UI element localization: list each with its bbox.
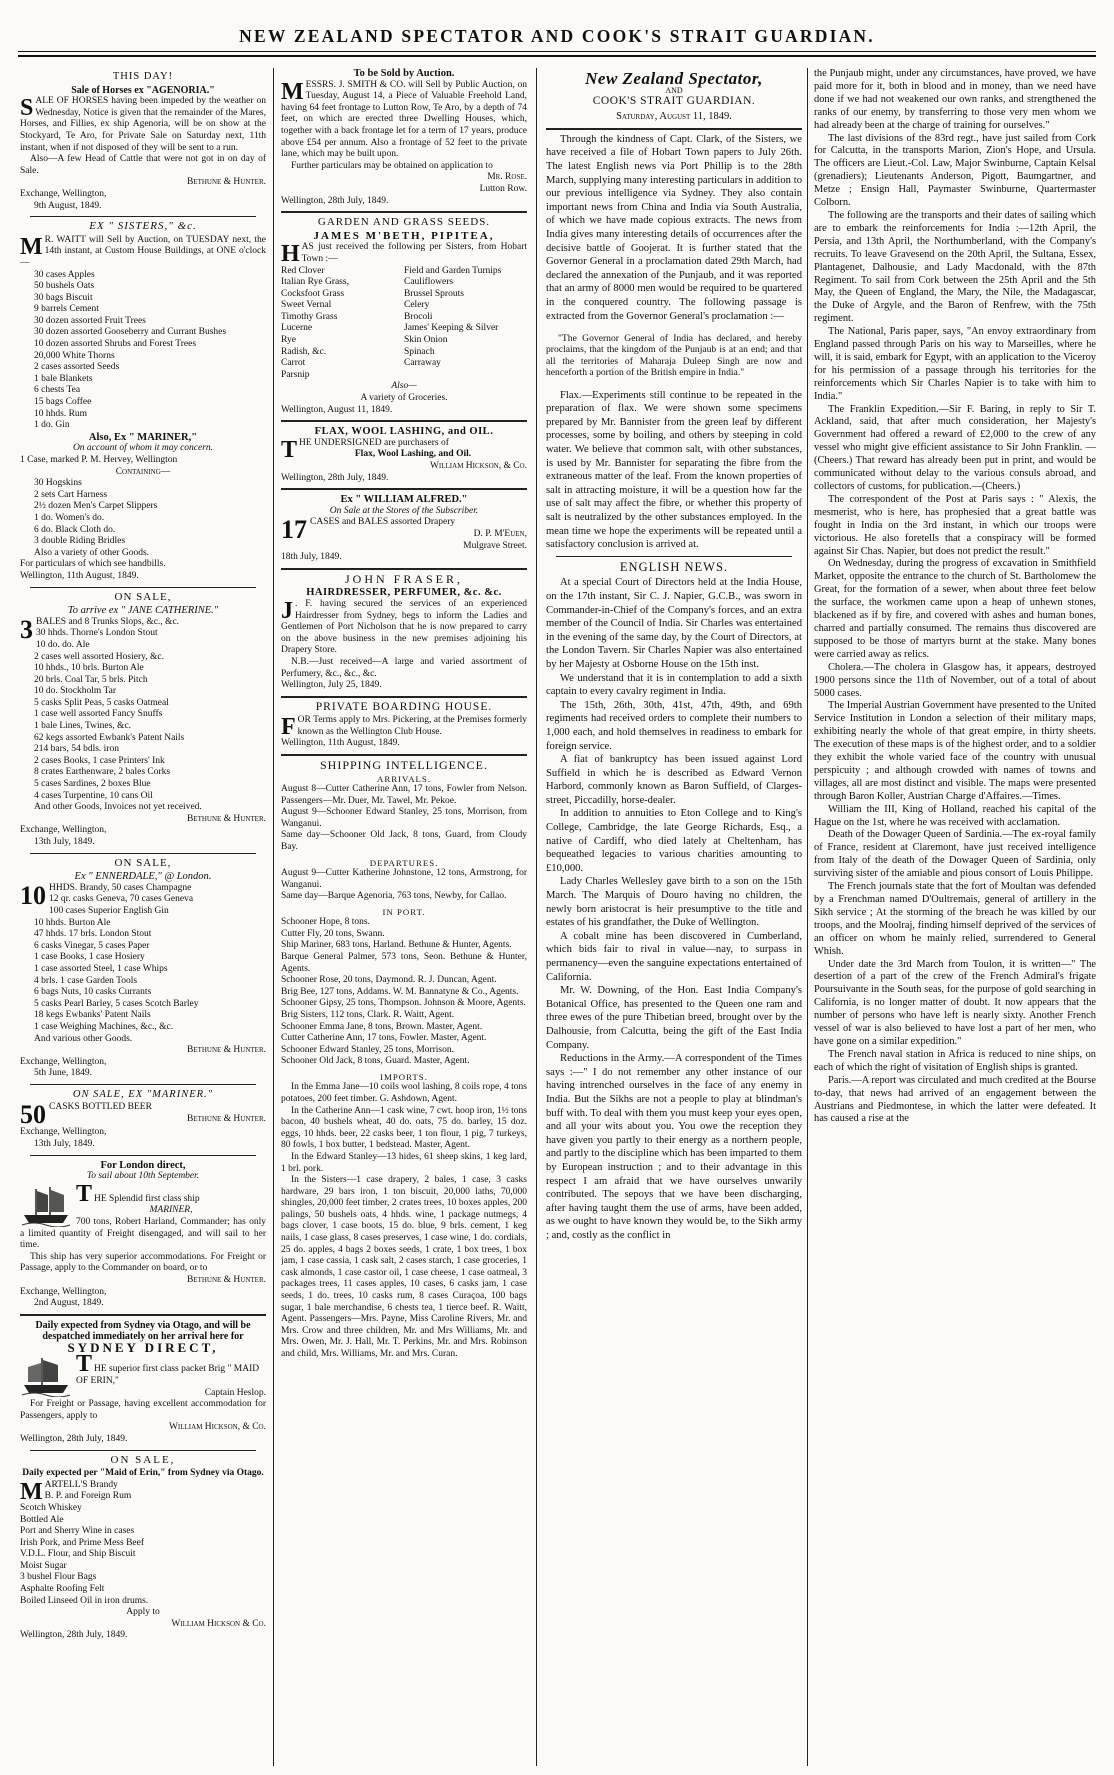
masthead-rule	[18, 51, 1096, 52]
advert-head: JOHN FRASER,	[344, 571, 464, 586]
list-item: 10 hhds. Burton Ale	[34, 917, 111, 928]
list-item: Scotch Whiskey	[20, 1502, 82, 1513]
advert-body: HE Splendid first class ship	[94, 1193, 200, 1204]
list-item: Lucerne	[281, 323, 313, 334]
list-item: Boiled Linseed Oil in iron drums.	[20, 1595, 149, 1606]
list-item: 1 do. Gin	[34, 420, 70, 431]
drop-cap: J	[281, 597, 293, 624]
advert-head: ON SALE, EX "MARINER."	[72, 1088, 214, 1100]
advert-body: AS just received the following per Sisters, from Hobart Town :—	[301, 242, 527, 264]
paper-title: New Zealand Spectator,	[585, 69, 763, 88]
advert-line: HHDS. Brandy, 50 cases Champagne	[49, 882, 192, 893]
news-paragraph: Under date the 3rd March from Toulon, it is written—" The desertion of a part of the crew of the French Admiral's frigate Poursuivante in the South seas, for the purpose of gold searching in California, is no longer matter of doubt. It now appears that the number of persons who have left is nearly sixty. Another French vessel of war is also believed to have lost a part of her men, who have gone on a similar expedition."	[814, 958, 1096, 1047]
list-item: 2 cases well assorted Hosiery, &c.	[34, 651, 164, 662]
advert-mariner	[20, 1160, 266, 1310]
advert-date: Wellington, 11th August, 1849.	[281, 738, 400, 749]
list-item: Skin Onion	[404, 335, 448, 346]
advert-william-alfred	[281, 494, 527, 564]
shipping-entry: Same day—Schooner Old Jack, 8 tons, Guard, from Cloudy Bay.	[281, 830, 527, 853]
advert-auction	[281, 68, 527, 207]
dateline: Saturday, August 11, 1849.	[616, 111, 732, 123]
list-item: 100 cases Superior English Gin	[49, 905, 169, 916]
news-paragraph: The correspondent of the Post at Paris says : " Alexis, the mesmerist, who is here, has prophesied that a great battle was fought in India on the 3rd instant, in which our troops were victorious. He also foretells that a conspiracy will be formed against Sir Chas. Napier, but does not predict the result."	[814, 493, 1096, 557]
list-item: Irish Pork, and Prime Mess Beef	[20, 1537, 145, 1548]
advert-signature: Bethune & Hunter.	[186, 1114, 266, 1125]
drop-number: 50	[20, 1100, 46, 1130]
advert-fraser	[281, 571, 527, 692]
section-head: SHIPPING INTELLIGENCE.	[320, 758, 488, 773]
advert-place: Exchange, Wellington,	[20, 1286, 107, 1297]
shipping-entry: Ship Mariner, 683 tons, Harland. Bethune & Hunter, Agents.	[281, 940, 512, 951]
paper-subtitle: COOK'S STRAIT GUARDIAN.	[592, 94, 756, 107]
divider	[556, 556, 792, 557]
advert-date: Wellington, 28th July, 1849.	[20, 1433, 128, 1444]
list-item: 6 do. Black Cloth do.	[34, 524, 116, 535]
advert-line: BALES and 8 Trunks Slops, &c., &c.	[36, 616, 180, 627]
advert-place: Mulgrave Street.	[463, 540, 527, 551]
shipping-entry: Schooner Edward Stanley, 25 tons, Morrison.	[281, 1044, 454, 1055]
news-paragraph: The following are the transports and their dates of sailing which are to embark the reinforcements for India :—12th April, the Persia, and 13th April, the Northumberland, with the Company's recruits. To leave Gravesend on the 20th April, the Sultana, Essex, Plantagenet, Dalhousie, and Lady Macdonald, with the 87th Regiment. To sail from Cork between the 25th April and the 5th May, the Queen of England, the Mary, the Nile, the Madagascar, the Duke of Argyle, and the Baron of Renfrew, with the 75th regiment.	[814, 209, 1096, 325]
advert-line: Containing—	[115, 466, 171, 477]
list-item: 1 case well assorted Fancy Snuffs	[34, 709, 163, 720]
paper-title-and: AND	[665, 85, 683, 95]
advert-line: 1 Case, marked P. M. Hervey, Wellington	[20, 455, 178, 465]
shipping-entry: Barque General Palmer, 573 tons, Seon. Bethune & Hunter, Agents.	[281, 952, 527, 974]
news-paragraph: Lady Charles Wellesley gave birth to a son on the 15th March. The Marquis of Douro having no children, the newly born aristocrat is heir presumptive to the title and estates of his grandfather, the Duke of Wellington.	[546, 876, 802, 929]
advert-signature: D. P. M'Euen,	[473, 528, 527, 539]
news-paragraph: A cobalt mine has been discovered in Cumberland, which bids fair to rival in value—nay, to surpass in permanency—even the sanguine expectations entertained of California.	[546, 930, 802, 983]
advert-body: HE superior first class packet Brig " MAID OF ERIN,"	[76, 1364, 260, 1386]
advert-subline: On Sale at the Stores of the Subscriber.	[329, 505, 479, 516]
list-item: 3 bushel Flour Bags	[20, 1572, 97, 1583]
list-item: 1 case Weighing Machines, &c., &c.	[34, 1021, 174, 1032]
news-paragraph: The 15th, 26th, 30th, 41st, 47th, 49th, and 69th regiments had received orders to complete their numbers to 1,000 each, and hold themselves in readiness to embark for foreign service.	[546, 699, 802, 752]
news-paragraph: Paris.—A report was circulated and much credited at the Bourse to-day, that news had arrived of an engagement between the Austrians and Piedmontese, in which the latter were defeated. It has caused a rise at the	[814, 1074, 1096, 1125]
shipping-entry: In the Emma Jane—10 coils wool lashing, 8 coils rope, 4 tons potatoes, 200 feet timber. G. Ashdown, Agent.	[281, 1082, 527, 1104]
goods-list	[20, 270, 266, 432]
advert-flax	[281, 426, 527, 484]
list-item: Cauliflowers	[404, 277, 454, 288]
advert-boarding	[281, 702, 527, 750]
list-item: Asphalte Roofing Felt	[20, 1584, 105, 1595]
drop-number: 10	[20, 880, 46, 910]
list-item: Bottled Ale	[20, 1514, 64, 1525]
divider	[30, 1450, 256, 1451]
list-item: Italian Rye Grass,	[281, 277, 349, 288]
shipping-intelligence	[281, 760, 527, 1361]
advert-head: EX " SISTERS," &c.	[89, 220, 197, 233]
ship-name: MARINER,	[149, 1205, 193, 1216]
list-item: Field and Garden Turnips	[404, 265, 502, 276]
divider	[281, 488, 527, 490]
advert-signature: William Hickson, & Co.	[168, 1422, 266, 1433]
list-item: Moist Sugar	[20, 1560, 67, 1571]
list-item: ARTELL'S Brandy	[44, 1479, 118, 1490]
list-item: Red Clover	[281, 265, 325, 276]
news-paragraph: Reductions in the Army.—A correspondent of the Times says :—" I do not remember any other instance of our having intrenched ourselves in the face of any enemy in India. But the Sikhs are not a people to play at blindman's buff with. To deal with them you must keep your eyes open, and all your wits about you. You owe the reception they have given you partly to their energy as a northern people, and partly to the discipline which has been imparted to them by European instruction ; and to their advantage in this respect I am afraid that we have ourselves unwarily contributed. The sepoys that we have been discharging, after having taught them the use of arms, have been added, as we ought to have known they would be, to the Sikh army ; and, costly as the conflict in	[546, 1053, 802, 1241]
list-item: 4 brls. 1 case Garden Tools	[34, 975, 138, 986]
news-paragraph: The French naval station in Africa is reduced to nine ships, on each of which the right of visitation of English ships is granted.	[814, 1048, 1096, 1073]
list-item: 2 cases assorted Seeds	[34, 362, 120, 373]
advert-head: ON SALE,	[114, 590, 172, 603]
advert-line: CASKS BOTTLED BEER	[49, 1102, 152, 1113]
advert-date: 5th June, 1849.	[34, 1068, 93, 1079]
shipping-entry: Schooner Old Jack, 8 tons, Guard. Master, Agent.	[281, 1056, 470, 1067]
news-paragraph: William the III, King of Holland, reached his capital of the Hague on the 1st, where he was received with acclamation.	[814, 803, 1096, 828]
list-item: Carrot	[281, 358, 306, 369]
news-paragraph: Mr. W. Downing, of the Hon. East India Company's Botanical Office, has presented to the Queen one ram and three ewes of the pure Thibetian breed, brought over by the Dalhousie, from Calcutta, being the gift of the East India Company.	[546, 985, 802, 1051]
advert-bottled-beer	[20, 1089, 266, 1151]
goods-list	[20, 628, 266, 814]
list-item: 4 cases Turpentine, 10 cans Oil	[34, 790, 153, 801]
advert-head: Daily expected from Sydney via Otago, and will be despatched immediately on her arrival here for	[35, 1319, 251, 1342]
drop-cap: M	[281, 78, 304, 105]
advert-date: Wellington, 11th August, 1849.	[20, 570, 139, 581]
goods-list	[20, 894, 266, 1045]
list-item: 12 qr. casks Geneva, 70 cases Geneva	[49, 894, 194, 905]
list-item: Sweet Vernal	[281, 300, 332, 311]
divider	[281, 420, 527, 422]
masthead-rule-thick	[18, 55, 1096, 57]
goods-list	[20, 478, 266, 559]
column-divider	[807, 68, 808, 1766]
advert-date: Wellington, July 25, 1849.	[281, 680, 382, 691]
list-item: 30 dozen assorted Gooseberry and Currant Bushes	[34, 327, 227, 338]
advert-date: 13th July, 1849.	[34, 837, 95, 847]
advert-body: . F. having secured the services of an experienced Hairdresser from Sydney, begs to inform the Ladies and Gentlemen of Port Nicholson that he is now prepared to carry on the above business in the new premises adjoining his Drapery Store.	[281, 598, 527, 656]
news-paragraph: The Imperial Austrian Government have presented to the United Service Institution in London a selection of their military maps, exhibiting nearly the whole of that great empire, in thirty sheets. The execution of these maps is of the highest order, and to a soldier they exhibit the whole varied face of the country with unusual perspicuity ; and although crowded with names of towns and villages, all are most distinct and visible. The maps were presented through Baron Koller, Austrian Charge d'Affaires.—Times.	[814, 700, 1096, 802]
advert-signature: Mr. Rose.	[487, 172, 527, 183]
drop-cap: T	[281, 436, 298, 463]
column-divider	[273, 68, 274, 1766]
masthead: NEW ZEALAND SPECTATOR AND COOK'S STRAIT GUARDIAN.	[239, 26, 875, 46]
divider	[281, 568, 527, 570]
seed-table	[281, 266, 527, 382]
column-4	[814, 68, 1096, 1766]
drop-number: 17	[281, 515, 307, 545]
advert-line: CASES and BALES assorted Drapery	[310, 517, 456, 528]
news-paragraph: A fiat of bankruptcy has been issued against Lord Suffield in which he is described as Edward Vernon Harbord, commonly known as Baron Suffield, of Clarges-street, Piccadilly, horse-dealer.	[546, 754, 802, 806]
list-item: 5 casks Split Peas, 5 casks Oatmeal	[34, 697, 169, 708]
list-item: Cocksfoot Grass	[281, 288, 345, 299]
list-item: 6 casks Vinegar, 5 cases Paper	[34, 940, 150, 951]
advert-line: Apply to	[126, 1607, 160, 1618]
advert-head: ON SALE,	[114, 856, 172, 869]
list-item: 20 brls. Coal Tar, 5 brls. Pitch	[34, 674, 148, 685]
list-item: Timothy Grass	[281, 311, 338, 322]
column-2	[281, 68, 527, 1766]
shipping-entry: August 9—Cutter Katherine Johnstone, 12 tons, Armstrong, for Wanganui.	[281, 868, 527, 890]
shipping-entry: Schooner Gipsy, 25 tons, Thompson. Johnson & Moore, Agents.	[281, 998, 526, 1009]
divider	[30, 1084, 256, 1085]
advert-body: For Freight or Passage, having excellent accommodation for Passengers, apply to	[20, 1399, 266, 1421]
advert-date: 13th July, 1849.	[34, 1139, 95, 1150]
list-item: 2½ dozen Men's Carpet Slippers	[34, 501, 158, 512]
advert-body: R. WAITT will Sell by Auction, on TUESDAY next, the 14th instant, at Custom House Buildings, at ONE o'clock—	[20, 234, 266, 268]
divider	[20, 1314, 266, 1316]
advert-date: 2nd August, 1849.	[34, 1298, 104, 1309]
list-item: 1 case Books, 1 case Hosiery	[34, 952, 145, 963]
shipping-entry: Cutter Catherine Ann, 17 tons, Fowler. Master, Agent.	[281, 1033, 487, 1044]
ship-icon	[20, 1355, 72, 1397]
list-item: 10 do. Stockholm Tar	[34, 686, 117, 697]
list-item: Parsnip	[281, 369, 310, 380]
advert-date: Wellington, 28th July, 1849.	[281, 472, 389, 483]
advert-seeds	[281, 217, 527, 416]
advert-place: Exchange, Wellington,	[20, 188, 107, 199]
drop-number: 3	[20, 614, 33, 644]
list-item: 15 bags Coffee	[34, 397, 92, 408]
divider	[281, 211, 527, 213]
list-item: Spinach	[404, 346, 435, 357]
news-paragraph: At a special Court of Directors held at the India House, on the 17th instant, Sir C. J. Napier, G.C.B., was sworn in Commander-in-Chief of the Company's forces, and an extra member of the Council of India. Sir Charles was entertained in the evening of the same day, by the Court of Directors, at the London Tavern. Sir Charles Napier was also entertained by her Majesty at Osborne House on the 15th inst.	[546, 577, 802, 670]
advert-head: To be Sold by Auction.	[353, 68, 455, 79]
list-item: 1 bale Blankets	[34, 373, 93, 384]
advert-sisters	[20, 221, 266, 582]
news-paragraph: Cholera.—The cholera in Glasgow has, it appears, destroyed 1900 persons since the 11th of November, out of a total of about 5000 cases.	[814, 661, 1096, 699]
advert-head: FLAX, WOOL LASHING, and OIL.	[314, 426, 494, 438]
list-item: 10 hhds., 10 brls. Burton Ale	[34, 663, 144, 674]
list-item: 10 do. do. Ale	[36, 639, 90, 650]
news-paragraph: The Franklin Expedition.—Sir F. Baring, in reply to Sir T. Ackland, said, that after much consideration, her Majesty's Government had offered a reward of £2,000 to the crew of any vessel who might give efficient assistance to Sir John Franklin. —(Cheers.) That reward has already been put in print, and would be communicated without delay to the various consuls abroad, and collectors of customs, for publication.—(Cheers.)	[814, 403, 1096, 492]
list-item: 1 bale Lines, Twines, &c.	[34, 721, 132, 732]
list-item: James' Keeping & Silver	[404, 323, 499, 334]
column-1	[20, 68, 266, 1766]
shipping-entry: In the Sisters—1 case drapery, 2 bales, 1 case, 3 casks hardware, 29 bars iron, 1 ton biscuit, 20,000 laths, 70,000 shingles, 20,000 feet timber, 2 crates trees, 10 boxes apples, 200 palings, 50 bushels oats, 4 hhds. wine, 1 package nutmegs, 4 bags clover, 1 case boots, 15 do. blue, 9 brls. cement, 1 keg nails, 1 case glass, 8 cases preserves, 1 case wine, 1 do. cordials, 25 do. apples, 4 bags 2 boxes seeds, 1 crate, 1 box trees, 1 box jam, 1 case cassia, 1 cask salt, 2 cases starch, 1 case groceries, 1 cask almonds, 1 case castor oil, 1 case cheese, 1 case oatmeal, 3 packages trees, 11 cases apples, 10 cases, 6 casks jam, 1 case seeds, 1 do. trees, 10 casks rum, 8 cases Curaçoa, 100 bags sugar, 1 bale merchandise, 6 chests tea, 1 tierce beef. R. Waitt, Agent. Passengers—Mrs. Payne, Miss Caroline Rivers, Mr. and Mrs. Crow and three children, Mr. and Mrs Williams, Mr. and Mrs. Owen, Mr. J. Hall, Mr. T. Perkins, Mr. and Mrs. Robinson and child, Mrs. Williams, Mr. and Mrs. Curan.	[281, 1175, 527, 1359]
advert-line: Also—	[391, 381, 417, 392]
list-item: B. P. and Foreign Rum	[44, 1491, 132, 1502]
advert-body: OR Terms apply to Mrs. Pickering, at the Premises formerly known as the Wellington Club House.	[297, 715, 527, 737]
advert-body: ESSRS. J. SMITH & CO. will Sell by Public Auction, on Tuesday, August 14, a Piece of Valuable Freehold Land, having 64 feet frontage to Lutton Row, Te Aro, by a depth of 74 feet, on which are erected three Dwelling Houses, which, together with a back frontage let for a term of 17 years, produce above £54 per annum. Also a frontage of 52 feet to the private lane, which may be built upon.	[281, 79, 527, 160]
list-item: 50 bushels Oats	[34, 281, 95, 292]
advert-horses	[20, 71, 266, 212]
shipping-entry: Cutter Fly, 20 tons, Swann.	[281, 928, 385, 939]
list-item: Brussel Sprouts	[404, 288, 464, 299]
list-item: Radish, &c.	[281, 346, 327, 357]
list-item: 47 hhds. 17 brls. London Stout	[34, 929, 152, 940]
advert-body: This ship has very superior accommodations. For Freight or Passage, apply to the Commander on board, or to	[20, 1251, 266, 1274]
drop-cap: S	[20, 95, 34, 122]
advert-title: Sale of Horses ex "AGENORIA."	[71, 84, 215, 96]
advert-head: GARDEN AND GRASS SEEDS.	[317, 216, 491, 229]
divider	[30, 216, 256, 217]
advert-sydney-direct	[20, 1320, 266, 1446]
advert-jane-catherine	[20, 592, 266, 849]
advert-line: A variety of Groceries.	[360, 393, 448, 404]
advert-date: 18th July, 1849.	[281, 552, 342, 563]
news-paragraph: On Wednesday, during the progress of excavation in Smithfield Market, opposite the entrance to the church of St. Bartholomew the Great, for the formation of a sewer, when about three feet below the surface, the workmen came upon a heap of unhewn stones, blackened as if by fire, and covered with ashes and human bones, charred and partially consumed. The remains thus discovered are supposed to be those of martyrs burnt at the stake. Many bones were carried away as relics.	[814, 558, 1096, 660]
news-paragraph: The last divisions of the 83rd regt., have just sailed from Cork for Calcutta, in the transports Marion, Zion's Hope, and Ursula. The officers are Lieut.-Col. Law, Major Swinburne, Captain Kelsal (grenadiers); Lieutenants Anderson, Pigott, Baumgartner, and Metze ; Ensign Hall, Paymaster Swinburne, Quartermaster Colborn.	[814, 132, 1096, 209]
advert-line: Flax, Wool Lashing, and Oil.	[354, 449, 472, 460]
shipping-entry: Schooner Emma Jane, 8 tons, Brown. Master, Agent.	[281, 1021, 483, 1032]
advert-title: JAMES M'BETH, PIPITEA,	[313, 229, 495, 242]
list-item: Also a variety of other Goods.	[34, 547, 150, 558]
list-item: 5 cases Sardines, 2 boxes Blue	[34, 779, 151, 790]
divider	[30, 853, 256, 854]
column-3	[546, 68, 802, 1766]
list-item: Brocoli	[404, 311, 433, 322]
drop-cap: M	[20, 233, 43, 260]
subsection-head: ARRIVALS.	[376, 773, 432, 784]
shipping-entry: August 8—Cutter Catherine Ann, 17 tons, Fowler from Nelson. Passengers—Mr. Duer, Mr. Tawel, Mr. Pekoe.	[281, 784, 527, 806]
advert-subline: On account of whom it may concern.	[72, 443, 214, 454]
shipping-entry: Brig Bee, 127 tons, Addams. W. M. Bannatyne & Co., Agents.	[281, 986, 519, 997]
list-item: 1 case assorted Steel, 1 case Whips	[34, 963, 168, 974]
column-divider	[536, 68, 537, 1766]
news-paragraph: The National, Paris paper, says, "An envoy extraordinary from England passed through Paris on his way to Marseilles, where he will, it is said, embark for Egypt, with an application to the Viceroy for his permission of a passage through his territories for the reinforcements which Sir Charles Napier is to take with him to India."	[814, 326, 1096, 402]
advert-place: Exchange, Wellington,	[20, 825, 107, 836]
list-item: 10 dozen assorted Shrubs and Forest Trees	[34, 339, 197, 350]
drop-cap: T	[76, 1180, 93, 1207]
advert-subline: To sail about 10th September.	[86, 1171, 200, 1182]
captain: Captain Heslop.	[204, 1387, 266, 1398]
news-paragraph: Death of the Dowager Queen of Sardinia.—The ex-royal family of France, resident at Claremont, have just received intelligence from Italy of the death of the Dowager Queen of Sardinia, only surviving sister of the amiable and pious consort of Louis Philippe.	[814, 829, 1096, 880]
advert-subhead: Also, Ex " MARINER,"	[88, 431, 198, 443]
shipping-entry: Brig Sisters, 112 tons, Clark. R. Waitt, Agent.	[281, 1009, 455, 1020]
list-item: Port and Sherry Wine in cases	[20, 1526, 135, 1537]
flax-paragraph: Flax.—Experiments still continue to be repeated in the preparation of flax. We were shown some specimens prepared by Mr. Bannister from the green leaf by different processes, some by boiling, and others by steeping in cold water. We believe that common salt, with other substances, is used by Mr. Bannister for separating the fibre from the extraneous matter of the leaf. From the known properties of salt in attracting moisture, it will be a question how far the use of salt may affect the fibre, or whether this property of salt is neutralized by the other substances employed. In the mean time we hope the experiments will be repeated until a satisfactory conclusion is arrived at.	[546, 389, 802, 551]
advert-date: 9th August, 1849.	[34, 200, 102, 211]
list-item: Rye	[281, 335, 296, 346]
advert-title: SYDNEY DIRECT,	[67, 1339, 219, 1355]
advert-signature: Bethune & Hunter.	[186, 813, 266, 824]
news-paragraph: the Punjaub might, under any circumstances, have proved, we have paid more for it, both in blood and in money, than we need have done if we had not weakened our own ranks, and strengthened the ranks of our enemy, by transferring to those very men whom we had already been at the charge of training for ourselves."	[814, 68, 1096, 131]
advert-head: ON SALE,	[110, 1453, 176, 1466]
list-item: Celery	[404, 300, 430, 311]
subsection-head: IMPORTS.	[380, 1071, 428, 1082]
list-item: And various other Goods.	[34, 1033, 133, 1044]
list-item: 2 sets Cart Harness	[34, 489, 108, 500]
list-item: 6 bags Nuts, 10 casks Currants	[34, 987, 152, 998]
list-item: 18 kegs Ewbanks' Patent Nails	[34, 1010, 151, 1021]
list-item: 5 casks Pearl Barley, 5 cases Scotch Barley	[34, 998, 199, 1009]
drop-cap: T	[76, 1351, 93, 1378]
advert-subline: Ex " ENNERDALE," @ London.	[74, 871, 212, 883]
advert-signature: Bethune & Hunter.	[186, 1275, 266, 1285]
advert-ennerdale	[20, 858, 266, 1080]
advert-signature: William Hickson & Co.	[171, 1618, 266, 1629]
subsection-head: IN PORT.	[382, 906, 426, 917]
advert-body: 700 tons, Robert Harland, Commander; has only a limited quantity of Freight disengaged, and will sail to her time.	[20, 1217, 266, 1251]
drop-cap: M	[20, 1478, 43, 1505]
subsection-head: DEPARTURES.	[369, 857, 439, 868]
advert-date: Wellington, August 11, 1849.	[281, 404, 393, 415]
list-item: And other Goods, Invoices not yet received.	[34, 802, 202, 813]
advert-signature: William Hickson, & Co.	[429, 461, 527, 471]
news-paragraph: In addition to annuities to Eton College and to King's College, Cambridge, the late George Richards, Esq., a native of Cardiff, who died lately at Cheltenham, has bequeathed legacies to various charities amounting to £10,000.	[546, 808, 802, 874]
advert-body: N.B.—Just received—A large and varied assortment of Perfumery, &c., &c., &c.	[281, 656, 527, 679]
shipping-entry: Schooner Hope, 8 tons.	[281, 917, 370, 928]
editorial-paragraph: Through the kindness of Capt. Clark, of the Sisters, we have received a file of Hobart Town papers to July 26th. The latest English news via Port Phillip is to the 28th March, supplying many interesting particulars in addition to our previous intelligence via Sydney. They also contain important news from China and India via South Australia, of which we have made copious extracts. The news from India gives many interesting details of occurrences after the decisive battle of Goojerat. It is further stated that the Governor General in a proclamation dated 29th March, had declared the annexation of the Punjaub, and it was reported that an army of 8000 men would be required to be quartered in the conquered country. The following passage is extracted from the Governor General's proclamation :—	[546, 133, 802, 322]
proclamation-quote: "The Governor General of India has declared, and hereby proclaims, that the kingdom of the Punjaub is at an end; and that all the territories of Maharaja Duleep Singh are now and henceforth a portion of the British empire in India."	[546, 332, 802, 379]
advert-subline: Daily expected per "Maid of Erin," from Sydney via Otago.	[22, 1468, 264, 1479]
shipping-entry: Schooner Rose, 20 tons, Daymond. R. J. Duncan, Agent.	[281, 975, 497, 986]
advert-subline: To arrive ex " JANE CATHERINE."	[67, 605, 219, 617]
divider	[30, 1155, 256, 1156]
list-item: 8 crates Earthenware, 2 bales Corks	[34, 767, 171, 778]
advert-head: For London direct,	[100, 1159, 186, 1171]
news-paragraph: The French journals state that the fort of Moultan was defended by a Frenchman named D'Oultremais, general of artillery in the Sikh service ; At the storming of the breach he was killed by our troops, and the Moolraj, finding himself deprived of the services of an officer on whom he mainly relied, surrendered to General Whish.	[814, 881, 1096, 957]
list-item: 1 do. Women's do.	[34, 512, 105, 523]
advert-place: Exchange, Wellington,	[20, 1127, 107, 1138]
list-item: Carraway	[404, 358, 441, 369]
advert-head: PRIVATE BOARDING HOUSE.	[315, 700, 493, 713]
advert-signature: Bethune & Hunter.	[186, 1045, 266, 1056]
shipping-entry: In the Edward Stanley—13 hides, 61 sheep skins, 1 keg lard, 1 brl. pork.	[281, 1151, 527, 1174]
advert-place: Lutton Row.	[479, 183, 527, 194]
advert-body: HE UNDERSIGNED are purchasers of	[299, 437, 449, 448]
shipping-entry: In the Catherine Ann—1 cask wine, 7 cwt. hoop iron, 1½ tons bacon, 40 bushels wheat, 40 do. oats, 75 do. barley, 15 doz. eggs, 10 hhds. beer, 22 casks beer, 1 ton flour, 1 pig, 7 turkeys, 80 fowls, 1 box butter, 1 bedstead. Master, Agent.	[281, 1105, 527, 1151]
divider	[281, 696, 527, 698]
list-item: 62 kegs assorted Ewbank's Patent Nails	[34, 732, 185, 743]
advert-signature: Bethune & Hunter.	[186, 177, 266, 188]
shipping-entry: August 9—Schooner Edward Stanley, 25 tons, Morrison, from Wanganui.	[281, 807, 527, 829]
advert-title: HAIRDRESSER, PERFUMER, &c. &c.	[306, 587, 502, 599]
advert-head: Ex " WILLIAM ALFRED."	[340, 494, 468, 506]
divider	[30, 587, 256, 588]
list-item: 3 double Riding Bridles	[34, 536, 126, 547]
news-paragraph: We understand that it is in contemplation to add a sixth captain to every cavalry regiment in India.	[546, 672, 802, 698]
advert-place: Exchange, Wellington,	[20, 1056, 107, 1067]
list-item: 6 chests Tea	[34, 385, 81, 396]
list-item: 9 barrels Cement	[34, 304, 99, 315]
list-item: V.D.L. Flour, and Ship Biscuit	[20, 1549, 136, 1560]
shipping-entry: Same day—Barque Agenoria, 763 tons, Newby, for Callao.	[281, 891, 507, 902]
list-item: 30 hhds. Thorne's London Stout	[36, 628, 158, 639]
section-head: ENGLISH NEWS.	[619, 559, 729, 574]
advert-head: THIS DAY!	[112, 71, 174, 82]
list-item: 10 hhds. Rum	[34, 408, 88, 419]
list-item: 30 bags Biscuit	[34, 292, 93, 303]
divider	[281, 754, 527, 756]
advert-line: For particulars of which see handbills.	[20, 559, 166, 570]
drop-cap: H	[281, 241, 300, 268]
advert-also: Also—A few Head of Cattle that were not got in on day of Sale.	[20, 154, 266, 176]
list-item: 20,000 White Thorns	[34, 350, 115, 361]
list-item: 2 cases Books, 1 case Printers' Ink	[34, 755, 165, 766]
advert-date: Wellington, 28th July, 1849.	[281, 195, 389, 206]
advert-body: ALE OF HORSES having been impeded by the weather on Wednesday, Notice is given that the remainder of the Mares, Horses, and Fillies, ex ship Agenoria, will be on show at the Stockyard, Te Aro, for Private Sale on Saturday next, 11th instant, when if not disposed of they will be sent to a run.	[20, 96, 266, 153]
advert-date: Wellington, 28th July, 1849.	[20, 1630, 128, 1641]
list-item: 214 bars, 54 bdls. iron	[34, 744, 119, 755]
list-item: 30 cases Apples	[34, 269, 95, 280]
list-item: 30 dozen assorted Fruit Trees	[34, 315, 146, 326]
ship-icon	[20, 1185, 72, 1227]
advert-maid-of-erin	[20, 1455, 266, 1643]
divider	[546, 128, 802, 130]
drop-cap: F	[281, 714, 296, 741]
advert-body: Further particulars may be obtained on application to	[291, 160, 493, 171]
list-item: 30 Hogskins	[34, 478, 82, 489]
